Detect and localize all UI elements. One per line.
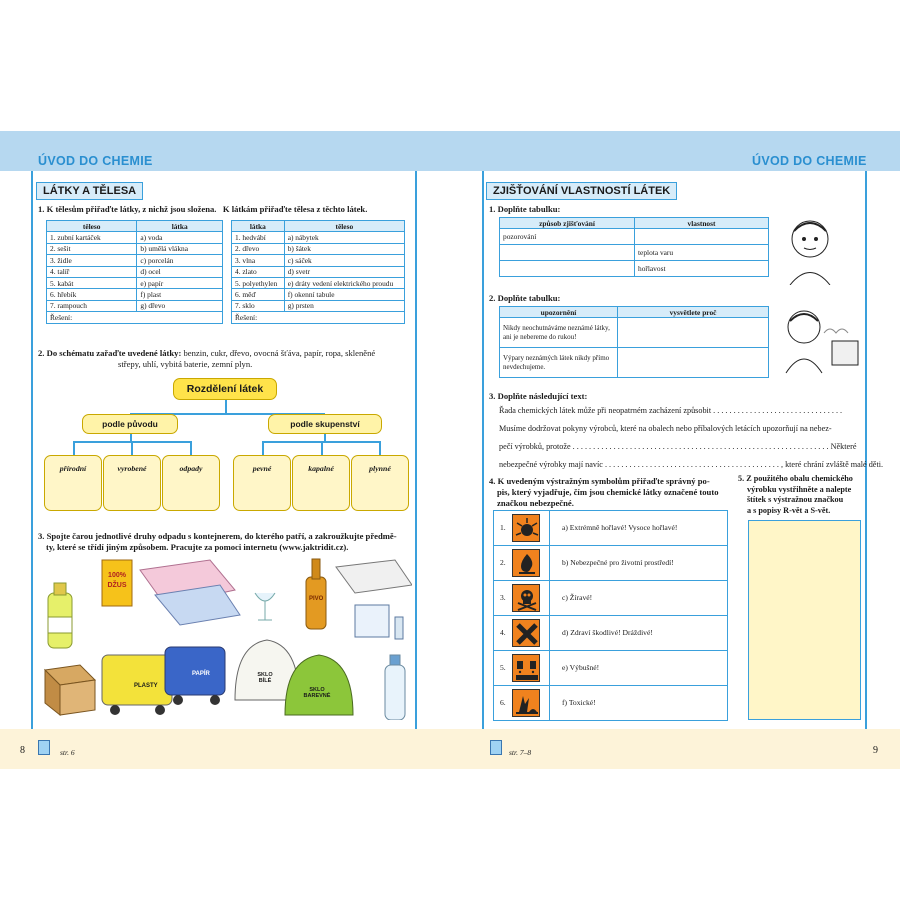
table-header: látka bbox=[137, 221, 223, 232]
right-footer-ref: str. 7–8 bbox=[509, 748, 532, 757]
table-cell: 6. hřebík bbox=[47, 289, 137, 300]
right-q4-text: 4. K uvedeným výstražným symbolům přiřaďte správný po- pis, který vyjadřuje, čím jsou chemické látky označené touto značkou nebezpečné. bbox=[489, 476, 719, 508]
waste-illustration bbox=[40, 555, 412, 720]
table-cell: 7. sklo bbox=[232, 300, 285, 311]
table-cell: g) prsten bbox=[284, 300, 404, 311]
diagram-connector bbox=[225, 400, 227, 413]
skull-icon bbox=[512, 584, 540, 612]
right-q2-text: 2. Doplňte tabulku: bbox=[489, 293, 561, 303]
symbol-description: c) Žíravé! bbox=[562, 593, 593, 602]
table-row bbox=[47, 255, 223, 266]
fill-in-line[interactable]: nebezpečné výrobky mají navíc . . . . . . . . . . . . . . . . . . . . . . . . . . . . . . . . . . . . . . . . . . . , které chrání zvláště malé děti. bbox=[499, 460, 884, 469]
table-row bbox=[47, 243, 223, 254]
table-cell: 1. zubní kartáček bbox=[47, 232, 137, 243]
table-header: těleso bbox=[47, 221, 137, 232]
right-table1 bbox=[499, 217, 769, 277]
table-row bbox=[47, 232, 223, 243]
colored-glass-bin-icon bbox=[285, 655, 353, 715]
table-cell: b) umělá vlákna bbox=[137, 243, 223, 254]
fill-in-line[interactable]: Musíme dodržovat pokyny výrobců, které na obalech nebo příbalových letácích upozorňují na nebez- bbox=[499, 424, 832, 433]
workbook-icon bbox=[38, 740, 50, 755]
symbol-description: d) Zdraví škodlivé! Dráždivé! bbox=[562, 628, 653, 637]
left-page-number: 8 bbox=[20, 745, 25, 756]
table-cell: 1. hedvábí bbox=[232, 232, 285, 243]
bin-label-plastic: PLASTY bbox=[134, 683, 158, 689]
symbol-row: 1. a) Extrémně hořlavé! Vysoce hořlavé! bbox=[493, 511, 728, 546]
glass-icon bbox=[255, 593, 275, 620]
right-frame-inner bbox=[482, 171, 484, 729]
svg-text:100%: 100% bbox=[108, 572, 126, 579]
table-row bbox=[47, 289, 223, 300]
table-cell bbox=[618, 318, 769, 348]
left-table2 bbox=[231, 220, 405, 324]
table-row bbox=[47, 266, 223, 277]
fill-in-line[interactable]: pečí výrobků, protože . . . . . . . . . . . . . . . . . . . . . . . . . . . . . . . . . . . . . . . . . . . . . . . . . . . . . . . . . . . . . . . Některé bbox=[499, 442, 857, 451]
table-cell: f) okenní tabule bbox=[284, 289, 404, 300]
left-header-title: ÚVOD DO CHEMIE bbox=[38, 154, 153, 168]
coughing-boy-illustration bbox=[780, 303, 862, 375]
table-cell: 7. rampouch bbox=[47, 300, 137, 311]
symbol-row: 3. c) Žíravé! bbox=[493, 581, 728, 616]
left-frame-outer bbox=[31, 171, 33, 729]
table-cell bbox=[500, 245, 635, 261]
table-cell: f) plast bbox=[137, 289, 223, 300]
diagram-leaf-gas: plynné bbox=[351, 455, 409, 511]
juice-box-icon bbox=[102, 560, 132, 606]
symbol-row: 6. f) Toxické! bbox=[493, 686, 728, 721]
diagram-connector bbox=[73, 441, 75, 455]
symbol-row: 5. e) Výbušné! bbox=[493, 651, 728, 686]
table-row bbox=[47, 277, 223, 288]
fill-in-line[interactable]: Řada chemických látek může při neopatrném zacházení způsobit . . . . . . . . . . . . . . . . . . . . . . . . . . . . . . . . bbox=[499, 406, 843, 415]
right-q1-text: 1. Doplňte tabulku: bbox=[489, 204, 561, 214]
table-cell bbox=[500, 261, 635, 277]
environment-icon bbox=[512, 689, 540, 717]
symbol-description: a) Extrémně hořlavé! Vysoce hořlavé! bbox=[562, 523, 678, 532]
table-cell: 5. polyethylen bbox=[232, 277, 285, 288]
workbook-icon bbox=[490, 740, 502, 755]
table-cell: 2. sešit bbox=[47, 243, 137, 254]
beer-bottle-icon bbox=[306, 559, 326, 629]
diagram-sub-box-origin: podle původu bbox=[82, 414, 178, 434]
table-row bbox=[232, 300, 405, 311]
symbol-description: b) Nebezpečné pro životní prostředí! bbox=[562, 558, 674, 567]
diagram-connector bbox=[321, 441, 323, 455]
diagram-connector bbox=[190, 441, 192, 455]
table-cell: Řešení: bbox=[47, 312, 223, 323]
table-cell: d) svetr bbox=[284, 266, 404, 277]
cross-icon bbox=[512, 619, 540, 647]
table-header: upozornění bbox=[500, 307, 618, 318]
diagram-leaf-solid: pevné bbox=[233, 455, 291, 511]
table-row bbox=[500, 245, 769, 261]
left-q2-text: 2. Do schématu zařaďte uvedené látky: benzin, cukr, dřevo, ovocná šťáva, papír, ropa, skleněné střepy, uhlí, vybitá baterie, zemní plyn. bbox=[38, 348, 376, 369]
footer-band bbox=[0, 729, 900, 769]
table-cell: e) dráty vedení elektrického proudu bbox=[284, 277, 404, 288]
table-row bbox=[500, 229, 769, 245]
right-page-number: 9 bbox=[873, 745, 878, 756]
table-row bbox=[47, 300, 223, 311]
table-cell: a) nábytek bbox=[284, 232, 404, 243]
diagram-connector bbox=[131, 441, 133, 455]
diagram-connector bbox=[262, 441, 264, 455]
left-frame-inner bbox=[415, 171, 417, 729]
left-section-title: LÁTKY A TĚLESA bbox=[36, 182, 143, 200]
left-q3-text: 3. Spojte čarou jednotlivé druhy odpadu s kontejnerem, do kterého patří, a zakroužkujte předmě- ty, které se třídí jiným způsobem. Pracujte za pomoci internetu (www.jaktridit.cz). bbox=[38, 531, 397, 552]
diagram-connector bbox=[130, 434, 132, 441]
table-cell: 3. židle bbox=[47, 255, 137, 266]
right-section-title: ZJIŠŤOVÁNÍ VLASTNOSTÍ LÁTEK bbox=[486, 182, 677, 200]
diagram-sub-box-state: podle skupenství bbox=[268, 414, 382, 434]
table-cell: Nikdy neochutnáváme neznámé látky, ani je nebereme do rukou! bbox=[500, 318, 618, 348]
diagram-leaf-liquid: kapalné bbox=[292, 455, 350, 511]
table-cell: 4. zlato bbox=[232, 266, 285, 277]
table-cell: Řešení: bbox=[232, 312, 405, 323]
table-cell: teplota varu bbox=[635, 245, 769, 261]
left-table1 bbox=[46, 220, 223, 324]
bottle-icon bbox=[48, 583, 72, 648]
table-row bbox=[500, 348, 769, 378]
symbol-row: 2. b) Nebezpečné pro životní prostředí! bbox=[493, 546, 728, 581]
table-cell bbox=[618, 348, 769, 378]
table-header: látka bbox=[232, 221, 285, 232]
diagram-leaf-manufactured: vyrobené bbox=[103, 455, 161, 511]
table-cell bbox=[635, 229, 769, 245]
table-cell: 4. talíř bbox=[47, 266, 137, 277]
table-cell: hořlavost bbox=[635, 261, 769, 277]
symbol-row: 4. d) Zdraví škodlivé! Dráždivé! bbox=[493, 616, 728, 651]
symbol-description: f) Toxické! bbox=[562, 698, 596, 707]
table-row bbox=[47, 312, 223, 323]
diagram-main-box: Rozdělení látek bbox=[173, 378, 277, 400]
flame-icon bbox=[512, 549, 540, 577]
table-row bbox=[232, 243, 405, 254]
medicine-box-icon bbox=[355, 605, 403, 639]
diagram-leaf-waste: odpady bbox=[162, 455, 220, 511]
table-cell: c) sáček bbox=[284, 255, 404, 266]
table-row bbox=[232, 277, 405, 288]
beer-label: PIVO bbox=[309, 596, 324, 602]
table-cell: 6. měď bbox=[232, 289, 285, 300]
right-header-title: ÚVOD DO CHEMIE bbox=[752, 154, 867, 168]
book-icon bbox=[336, 560, 412, 593]
cardboard-box-icon bbox=[45, 665, 95, 715]
table-cell: c) porcelán bbox=[137, 255, 223, 266]
table-cell: 2. dřevo bbox=[232, 243, 285, 254]
paper-stack-icon bbox=[140, 560, 240, 625]
left-footer-ref: str. 6 bbox=[60, 748, 75, 757]
table-row bbox=[232, 312, 405, 323]
table-cell: pozorování bbox=[500, 229, 635, 245]
table-cell: a) voda bbox=[137, 232, 223, 243]
table-cell: e) papír bbox=[137, 277, 223, 288]
bin-label-white-glass: SKLO BÍLÉ bbox=[257, 672, 273, 684]
corrosive-icon bbox=[512, 654, 540, 682]
left-q1-text: 1. K tělesům přiřaďte látky, z nichž jsou složena. K látkám přiřaďte tělesa z těchto látek. bbox=[38, 204, 368, 214]
table-cell: b) šátek bbox=[284, 243, 404, 254]
svg-text:DŽUS: DŽUS bbox=[107, 582, 127, 589]
table-row bbox=[232, 266, 405, 277]
thinking-boy-illustration bbox=[780, 215, 840, 285]
table-row bbox=[232, 255, 405, 266]
table-header: vysvětlete proč bbox=[618, 307, 769, 318]
bin-label-colored-glass: SKLO BAREVNÉ bbox=[303, 687, 331, 699]
diagram-leaf-natural: přírodní bbox=[44, 455, 102, 511]
right-q5-text: 5. Z použitého obalu chemického výrobku vystřihněte a nalepte štítek s výstražnou značkou a s popisy R-vět a S-vět. bbox=[738, 474, 853, 515]
right-table2 bbox=[499, 306, 769, 378]
bin-label-paper: PAPÍR bbox=[192, 671, 210, 677]
table-row bbox=[500, 318, 769, 348]
right-frame-outer bbox=[865, 171, 867, 729]
explosive-icon bbox=[512, 514, 540, 542]
table-row bbox=[500, 261, 769, 277]
table-row bbox=[232, 289, 405, 300]
right-q3-text: 3. Doplňte následující text: bbox=[489, 391, 588, 401]
diagram-connector bbox=[379, 441, 381, 455]
diagram-connector bbox=[324, 434, 326, 441]
table-cell: 3. vlna bbox=[232, 255, 285, 266]
table-header: těleso bbox=[284, 221, 404, 232]
symbol-description: e) Výbušné! bbox=[562, 663, 600, 672]
table-cell: Výpary neznámých látek nikdy přímo nevdechujeme. bbox=[500, 348, 618, 378]
table-row bbox=[232, 232, 405, 243]
water-bottle-icon bbox=[385, 655, 405, 720]
table-header: vlastnost bbox=[635, 218, 769, 229]
table-cell: g) dřevo bbox=[137, 300, 223, 311]
table-cell: d) ocel bbox=[137, 266, 223, 277]
table-cell: 5. kabát bbox=[47, 277, 137, 288]
label-paste-area[interactable] bbox=[748, 520, 861, 720]
table-header: způsob zjišťování bbox=[500, 218, 635, 229]
